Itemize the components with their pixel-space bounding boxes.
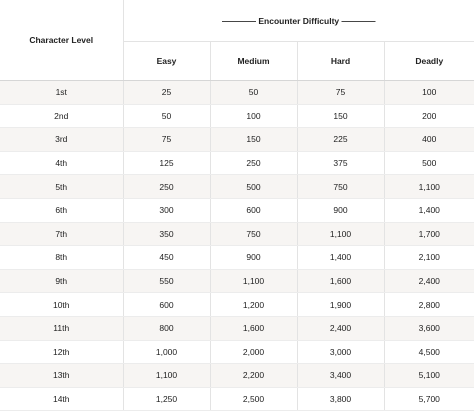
cell-deadly: 200 — [384, 104, 474, 128]
header-medium: Medium — [210, 42, 297, 81]
cell-deadly: 1,700 — [384, 222, 474, 246]
cell-hard: 3,000 — [297, 340, 384, 364]
cell-easy: 75 — [123, 128, 210, 152]
table-row — [0, 246, 474, 270]
cell-easy: 1,100 — [123, 364, 210, 388]
cell-medium: 500 — [210, 175, 297, 199]
cell-medium: 2,500 — [210, 387, 297, 411]
cell-deadly: 500 — [384, 151, 474, 175]
cell-easy: 350 — [123, 222, 210, 246]
table-row — [0, 222, 474, 246]
cell-level: 12th — [0, 340, 123, 364]
cell-level: 14th — [0, 387, 123, 411]
table-row — [0, 175, 474, 199]
cell-deadly: 2,400 — [384, 269, 474, 293]
cell-hard: 1,900 — [297, 293, 384, 317]
cell-easy: 600 — [123, 293, 210, 317]
cell-easy: 250 — [123, 175, 210, 199]
cell-level: 11th — [0, 316, 123, 340]
cell-hard: 750 — [297, 175, 384, 199]
cell-level: 3rd — [0, 128, 123, 152]
cell-deadly: 1,400 — [384, 198, 474, 222]
cell-deadly: 2,100 — [384, 246, 474, 270]
cell-medium: 250 — [210, 151, 297, 175]
table-row — [0, 104, 474, 128]
cell-hard: 375 — [297, 151, 384, 175]
cell-easy: 550 — [123, 269, 210, 293]
cell-hard: 3,400 — [297, 364, 384, 388]
cell-medium: 100 — [210, 104, 297, 128]
cell-medium: 2,200 — [210, 364, 297, 388]
cell-hard: 75 — [297, 81, 384, 105]
cell-deadly: 5,700 — [384, 387, 474, 411]
cell-hard: 2,400 — [297, 316, 384, 340]
cell-easy: 125 — [123, 151, 210, 175]
table-row — [0, 198, 474, 222]
cell-medium: 600 — [210, 198, 297, 222]
cell-hard: 150 — [297, 104, 384, 128]
cell-deadly: 4,500 — [384, 340, 474, 364]
cell-level: 1st — [0, 81, 123, 105]
cell-medium: 50 — [210, 81, 297, 105]
cell-deadly: 400 — [384, 128, 474, 152]
table-header — [0, 0, 474, 81]
table-row — [0, 128, 474, 152]
cell-level: 8th — [0, 246, 123, 270]
cell-deadly: 100 — [384, 81, 474, 105]
table-row — [0, 340, 474, 364]
table-body — [0, 81, 474, 411]
cell-deadly: 2,800 — [384, 293, 474, 317]
cell-level: 9th — [0, 269, 123, 293]
table-row — [0, 316, 474, 340]
cell-hard: 225 — [297, 128, 384, 152]
cell-medium: 750 — [210, 222, 297, 246]
cell-medium: 1,200 — [210, 293, 297, 317]
cell-level: 6th — [0, 198, 123, 222]
cell-hard: 1,400 — [297, 246, 384, 270]
cell-hard: 3,800 — [297, 387, 384, 411]
cell-easy: 1,250 — [123, 387, 210, 411]
cell-easy: 25 — [123, 81, 210, 105]
cell-level: 4th — [0, 151, 123, 175]
table-row — [0, 81, 474, 105]
header-easy: Easy — [123, 42, 210, 81]
cell-level: 5th — [0, 175, 123, 199]
table-row — [0, 293, 474, 317]
table-row — [0, 364, 474, 388]
cell-easy: 450 — [123, 246, 210, 270]
table-row — [0, 151, 474, 175]
cell-easy: 50 — [123, 104, 210, 128]
cell-deadly: 1,100 — [384, 175, 474, 199]
header-deadly: Deadly — [384, 42, 474, 81]
table-row — [0, 387, 474, 411]
cell-level: 10th — [0, 293, 123, 317]
cell-deadly: 5,100 — [384, 364, 474, 388]
cell-medium: 2,000 — [210, 340, 297, 364]
cell-level: 2nd — [0, 104, 123, 128]
cell-easy: 300 — [123, 198, 210, 222]
cell-medium: 1,100 — [210, 269, 297, 293]
cell-medium: 1,600 — [210, 316, 297, 340]
header-hard: Hard — [297, 42, 384, 81]
cell-medium: 900 — [210, 246, 297, 270]
table-row — [0, 269, 474, 293]
header-character-level: Character Level — [0, 0, 123, 81]
cell-hard: 900 — [297, 198, 384, 222]
cell-level: 7th — [0, 222, 123, 246]
cell-deadly: 3,600 — [384, 316, 474, 340]
cell-level: 13th — [0, 364, 123, 388]
cell-easy: 800 — [123, 316, 210, 340]
cell-hard: 1,600 — [297, 269, 384, 293]
cell-medium: 150 — [210, 128, 297, 152]
cell-easy: 1,000 — [123, 340, 210, 364]
header-encounter-difficulty: ———— Encounter Difficulty ———— — [123, 0, 474, 42]
cell-hard: 1,100 — [297, 222, 384, 246]
